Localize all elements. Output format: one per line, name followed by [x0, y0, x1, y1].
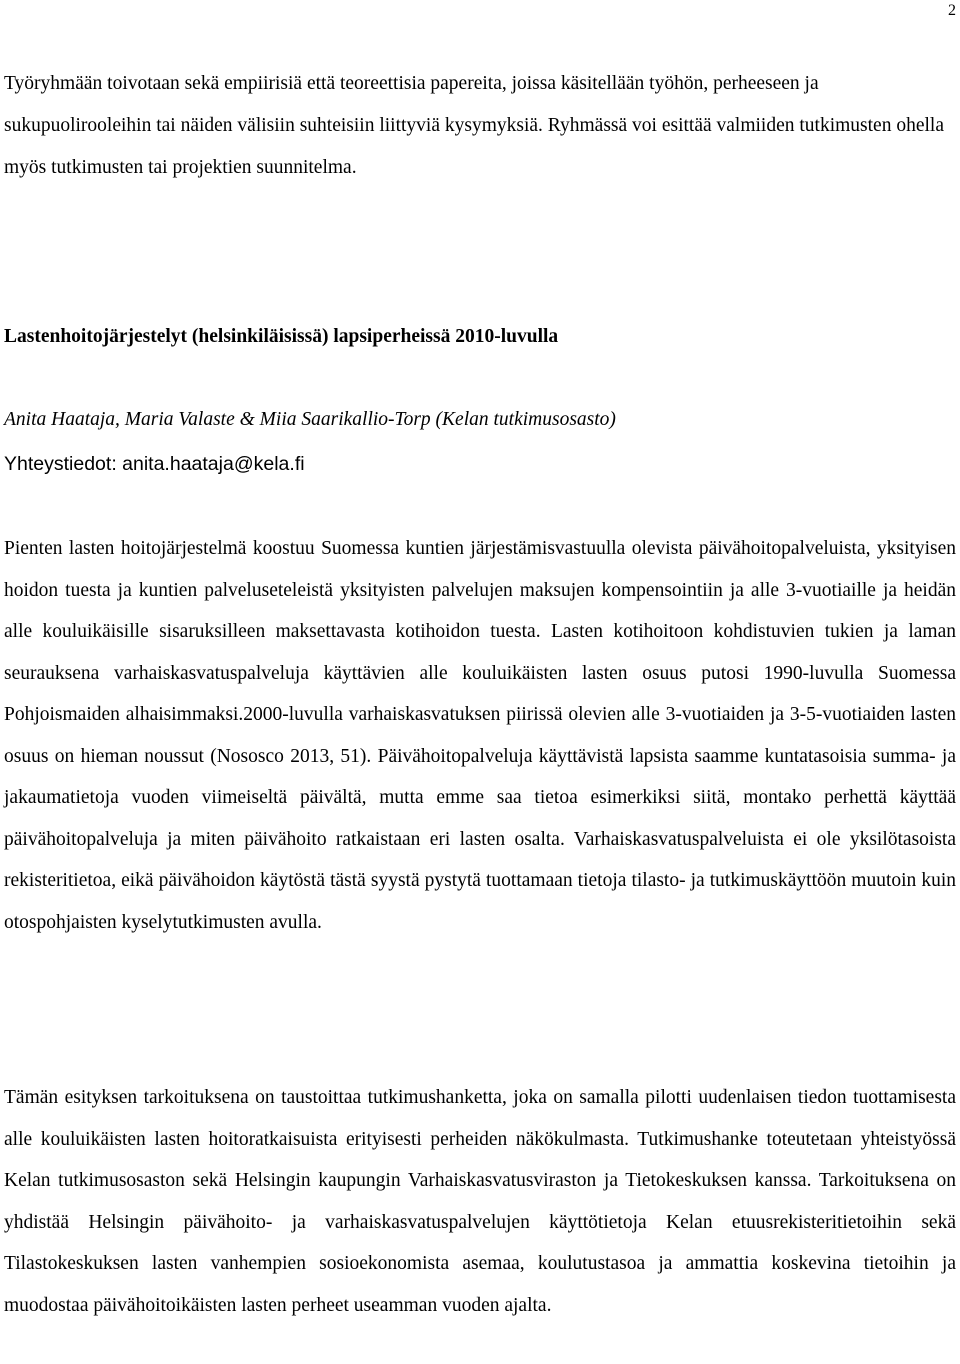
body-paragraph-1: Pienten lasten hoitojärjestelmä koostuu Suomessa kuntien järjestämisvastuulla olevista päivähoitopalveluista, yksityisen hoidon tuesta ja kuntien palveluseteleistä yksityisten palvelujen maksujen kompensointiin ja alle 3-vuotiaille ja heidän alle kouluikäisille sisaruksilleen maksettavasta kotihoidon tuesta. Lasten kotihoitoon kohdistuvien tukien ja laman seurauksena varhaiskasvatuspalveluja käyttävien alle kouluikäisten lasten osuus putosi 1990-luvulla Suomessa Pohjoismaiden alhaisimmaksi.2000-luvulla varhaiskasvatuksen piirissä olevien alle 3-vuotiaiden ja 3-5-vuotiaiden lasten osuus on hieman noussut (Nososco 2013, 51). Päivähoitopalveluja käyttävistä lapsista saamme kuntatasoisia summa- ja jakaumatietoja vuoden viimeiseltä päivältä, mutta emme saa tietoa esimerkiksi siitä, montako perhettä käyttää päivähoitopalveluja ja miten päivähoito ratkaistaan eri lasten osalta. Varhaiskasvatuspalveluista ei ole yksilötasoista rekisteritietoa, eikä päivähoidon käytöstä tästä syystä pystytä tuottamaan tietoja tilasto- ja tutkimuskäyttöön muutoin kuin otospohjaisten kyselytutkimusten avulla.	[4, 538, 956, 933]
page-number: 2	[948, 2, 956, 19]
contact-info: Yhteystiedot: anita.haataja@kela.fi	[4, 453, 305, 475]
intro-paragraph: Työryhmään toivotaan sekä empiirisiä että teoreettisia papereita, joissa käsitellään työhön, perheeseen ja sukupuolirooleihin tai näiden välisiin suhteisiin liittyviä kysymyksiä. Ryhmässä voi esittää valmiiden tutkimusten ohella myös tutkimusten tai projektien suunnitelma.	[4, 73, 944, 178]
abstract-authors: Anita Haataja, Maria Valaste & Miia Saarikallio-Torp (Kelan tutkimusosasto)	[4, 409, 616, 430]
abstract-title: Lastenhoitojärjestelyt (helsinkiläisissä) lapsiperheissä 2010-luvulla	[4, 326, 559, 347]
body-paragraph-2: Tämän esityksen tarkoituksena on taustoittaa tutkimushanketta, joka on samalla pilotti uudenlaisen tiedon tuottamisesta alle kouluikäisten lasten hoitoratkaisuista erityisesti perheiden näkökulmasta. Tutkimushanke toteutetaan yhteistyössä Kelan tutkimusosaston sekä Helsingin kaupungin Varhaiskasvatusviraston ja Tietokeskuksen kanssa. Tarkoituksena on yhdistää Helsingin päivähoito- ja varhaiskasvatuspalvelujen käyttötietoja Kelan etuusrekisteritietoihin sekä Tilastokeskuksen lasten vanhempien sosioekonomista asemaa, koulutustasoa ja ammattia koskevina tietoihin ja muodostaa päivähoitoikäisten lasten perheet useamman vuoden ajalta.	[4, 1087, 956, 1316]
